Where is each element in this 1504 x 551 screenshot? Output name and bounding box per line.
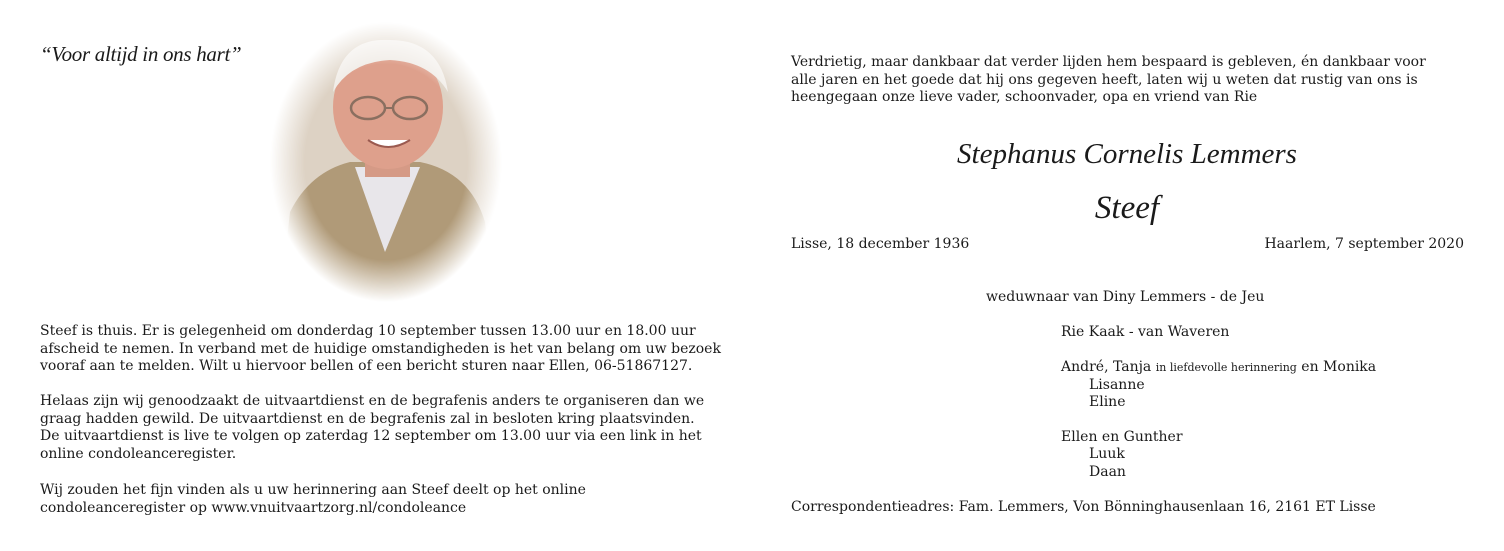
- family-names: André, Tanja: [1061, 359, 1152, 375]
- text-line: alle jaren en het goede dat hij ons gegeven heeft, laten wij u weten dat rustig van ons is: [791, 71, 1418, 88]
- visit-paragraph: [40, 323, 740, 376]
- motto-quote: “Voor altijd in ons hart”: [40, 42, 242, 66]
- text-line: De uitvaartdienst is live te volgen op zaterdag 12 september om 13.00 uur via een link in het: [40, 428, 702, 444]
- birth-info: Lisse, 18 december 1936: [791, 236, 970, 252]
- in-memoriam-note: in liefdevolle herinnering: [1155, 361, 1297, 374]
- text-line: Steef is thuis. Er is gelegenheid om donderdag 10 september tussen 13.00 uur en 18.00 uur: [40, 323, 696, 339]
- intro-paragraph: [791, 54, 1471, 107]
- deceased-full-name: Stephanus Cornelis Lemmers: [957, 138, 1297, 170]
- death-info: Haarlem, 7 september 2020: [1264, 236, 1464, 252]
- grandchild-line: Luuk: [1089, 446, 1125, 462]
- correspondence-address: Correspondentieadres: Fam. Lemmers, Von Bönninghausenlaan 16, 2161 ET Lisse: [791, 499, 1376, 515]
- family-names: en Monika: [1301, 359, 1377, 375]
- text-line: Wij zouden het fijn vinden als u uw herinnering aan Steef deelt op het online: [40, 482, 586, 498]
- grandchild-line: Eline: [1089, 394, 1126, 410]
- text-line: graag hadden gewild. De uitvaartdienst en de begrafenis zal in besloten kring plaatsvinden.: [40, 410, 695, 427]
- text-line: afscheid te nemen. In verband met de huidige omstandigheden is het van belang om uw bezoek: [40, 340, 721, 357]
- widower-line: weduwnaar van Diny Lemmers - de Jeu: [986, 289, 1265, 305]
- grandchild-line: Daan: [1089, 464, 1126, 480]
- family-line: Ellen en Gunther: [1061, 429, 1183, 445]
- text-line: Helaas zijn wij genoodzaakt de uitvaartdienst en de begrafenis anders te organiseren dan we: [40, 393, 705, 409]
- text-line: Verdrietig, maar dankbaar dat verder lijden hem bespaard is gebleven, én dankbaar voor: [791, 54, 1426, 70]
- text-line: online condoleanceregister.: [40, 445, 237, 462]
- service-paragraph: [40, 393, 740, 463]
- grandchild-line: Lisanne: [1089, 377, 1145, 393]
- condolence-paragraph: [40, 482, 740, 517]
- text-line: condoleanceregister op www.vnuitvaartzorg.nl/condoleance: [40, 499, 467, 516]
- portrait-photo: [270, 22, 502, 302]
- family-line: [1061, 359, 1376, 377]
- deceased-nickname: Steef: [1094, 190, 1160, 226]
- text-line: vooraf aan te melden. Wilt u hiervoor bellen of een bericht sturen naar Ellen, 06-51867127.: [40, 358, 693, 374]
- text-line: heengegaan onze lieve vader, schoonvader, opa en vriend van Rie: [791, 89, 1258, 105]
- family-line: Rie Kaak - van Waveren: [1061, 324, 1230, 340]
